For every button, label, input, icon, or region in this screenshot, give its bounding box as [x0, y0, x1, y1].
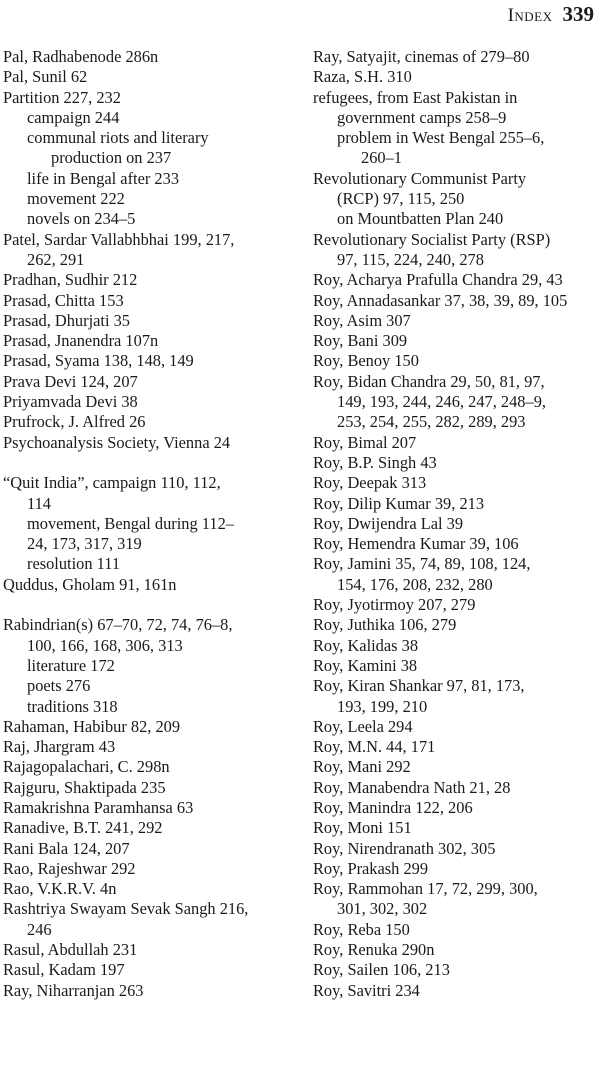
index-entry: Roy, Dwijendra Lal 39 [313, 513, 464, 533]
index-entry: Roy, Juthika 106, 279 [313, 615, 457, 635]
index-subentry: resolution 111 [27, 554, 121, 574]
index-subentry: government camps 258–9 [337, 107, 507, 127]
index-subentry: communal riots and literary [27, 128, 209, 148]
index-entry: Prasad, Chitta 153 [3, 290, 124, 310]
index-entry: Roy, Kamini 38 [313, 655, 418, 675]
index-entry: refugees, from East Pakistan in [313, 87, 518, 107]
index-entry: Rashtriya Swayam Sevak Sangh 216, [3, 899, 249, 919]
index-entry: Ranadive, B.T. 241, 292 [3, 818, 163, 838]
index-subentry: traditions 318 [27, 696, 118, 716]
index-entry: Prasad, Dhurjati 35 [3, 310, 131, 330]
index-entry: Prasad, Jnanendra 107n [3, 331, 159, 351]
index-entry: Raza, S.H. 310 [313, 67, 412, 87]
index-entry: Roy, Acharya Prafulla Chandra 29, 43 [313, 270, 563, 290]
section-gap [3, 595, 293, 615]
index-entry: Roy, M.N. 44, 171 [313, 737, 436, 757]
index-entry: Roy, Kalidas 38 [313, 635, 419, 655]
index-entry: Roy, Manindra 122, 206 [313, 797, 473, 817]
index-entry: Patel, Sardar Vallabhbhai 199, 217, [3, 229, 235, 249]
index-entry: Roy, Rammohan 17, 72, 299, 300, [313, 879, 538, 899]
index-entry: Rasul, Kadam 197 [3, 960, 125, 980]
section-gap [3, 453, 293, 473]
index-subentry: 260–1 [361, 148, 402, 168]
index-entry: Prava Devi 124, 207 [3, 371, 138, 391]
index-entry: Psychoanalysis Society, Vienna 24 [3, 432, 231, 452]
index-entry: Roy, Mani 292 [313, 757, 411, 777]
index-entry: Roy, Manabendra Nath 21, 28 [313, 777, 511, 797]
index-subentry: 253, 254, 255, 282, 289, 293 [337, 412, 526, 432]
index-entry: Roy, Jamini 35, 74, 89, 108, 124, [313, 554, 531, 574]
index-entry: Roy, Leela 294 [313, 716, 413, 736]
index-entry: “Quit India”, campaign 110, 112, [3, 473, 221, 493]
index-subentry: 97, 115, 224, 240, 278 [337, 249, 484, 269]
index-entry: Rasul, Abdullah 231 [3, 940, 138, 960]
index-entry: Rahaman, Habibur 82, 209 [3, 716, 181, 736]
index-subentry: 246 [27, 919, 52, 939]
index-entry: Roy, Bidan Chandra 29, 50, 81, 97, [313, 371, 545, 391]
index-entry: Roy, Savitri 234 [313, 980, 420, 1000]
index-entry: Roy, Dilip Kumar 39, 213 [313, 493, 485, 513]
header-label: Index [507, 5, 553, 26]
index-entry: Partition 227, 232 [3, 87, 121, 107]
index-entry: Roy, Annadasankar 37, 38, 39, 89, 105 [313, 290, 568, 310]
index-entry: Roy, Renuka 290n [313, 940, 435, 960]
index-subentry: 154, 176, 208, 232, 280 [337, 574, 493, 594]
index-entry: Roy, Deepak 313 [313, 473, 427, 493]
index-entry: Pal, Radhabenode 286n [3, 47, 159, 66]
index-subentry: 149, 193, 244, 246, 247, 248–9, [337, 392, 546, 412]
index-entry: Rao, V.K.R.V. 4n [3, 879, 117, 899]
index-subentry: life in Bengal after 233 [27, 168, 180, 188]
index-entry: Rajagopalachari, C. 298n [3, 757, 170, 777]
index-entry: Roy, Nirendranath 302, 305 [313, 838, 496, 858]
index-subentry: poets 276 [27, 676, 91, 696]
index-entry: Priyamvada Devi 38 [3, 392, 138, 412]
index-column-right [313, 47, 598, 1001]
index-subentry: 193, 199, 210 [337, 696, 428, 716]
page-number: 339 [562, 2, 594, 26]
index-entry: Ray, Satyajit, cinemas of 279–80 [313, 47, 530, 66]
index-entry: Ray, Niharranjan 263 [3, 980, 144, 1000]
index-entry: Roy, Hemendra Kumar 39, 106 [313, 534, 519, 554]
index-subentry: campaign 244 [27, 107, 120, 127]
index-entry: Pal, Sunil 62 [3, 67, 88, 87]
index-entry: Rabindrian(s) 67–70, 72, 74, 76–8, [3, 615, 233, 635]
index-subentry: 100, 166, 168, 306, 313 [27, 635, 183, 655]
index-entry: Quddus, Gholam 91, 161n [3, 574, 177, 594]
index-entry: Roy, Sailen 106, 213 [313, 960, 450, 980]
index-entry: Ramakrishna Paramhansa 63 [3, 797, 194, 817]
index-entry: Prasad, Syama 138, 148, 149 [3, 351, 194, 371]
index-subentry: 262, 291 [27, 249, 85, 269]
index-subentry: movement 222 [27, 189, 125, 209]
index-subentry: 114 [27, 493, 51, 513]
index-entry: Roy, Moni 151 [313, 818, 412, 838]
index-subentry: on Mountbatten Plan 240 [337, 209, 504, 229]
index-subentry: literature 172 [27, 655, 115, 675]
index-entry: Pradhan, Sudhir 212 [3, 270, 138, 290]
index-entry: Roy, Benoy 150 [313, 351, 419, 371]
index-entry: Roy, B.P. Singh 43 [313, 452, 437, 472]
index-entry: Roy, Bimal 207 [313, 432, 417, 452]
index-subentry: (RCP) 97, 115, 250 [337, 189, 465, 209]
index-subentry: production on 237 [51, 148, 172, 168]
index-entry: Roy, Prakash 299 [313, 858, 429, 878]
index-subentry: novels on 234–5 [27, 209, 136, 229]
index-subentry: problem in West Bengal 255–6, [337, 128, 545, 148]
index-entry: Roy, Reba 150 [313, 919, 410, 939]
index-entry: Roy, Kiran Shankar 97, 81, 173, [313, 676, 525, 696]
index-entry: Rao, Rajeshwar 292 [3, 858, 136, 878]
index-subentry: 301, 302, 302 [337, 899, 428, 919]
index-entry: Roy, Jyotirmoy 207, 279 [313, 595, 476, 615]
index-subentry: movement, Bengal during 112– [27, 513, 234, 533]
index-entry: Roy, Bani 309 [313, 331, 408, 351]
index-subentry: 24, 173, 317, 319 [27, 534, 142, 554]
index-entry: Rajguru, Shaktipada 235 [3, 777, 166, 797]
index-entry: Revolutionary Communist Party [313, 168, 527, 188]
index-entry: Prufrock, J. Alfred 26 [3, 412, 146, 432]
index-entry: Raj, Jhargram 43 [3, 737, 116, 757]
running-header [508, 2, 594, 27]
index-entry: Revolutionary Socialist Party (RSP) [313, 229, 551, 249]
index-column-left [3, 47, 293, 1001]
index-entry: Rani Bala 124, 207 [3, 838, 130, 858]
index-entry: Roy, Asim 307 [313, 310, 411, 330]
